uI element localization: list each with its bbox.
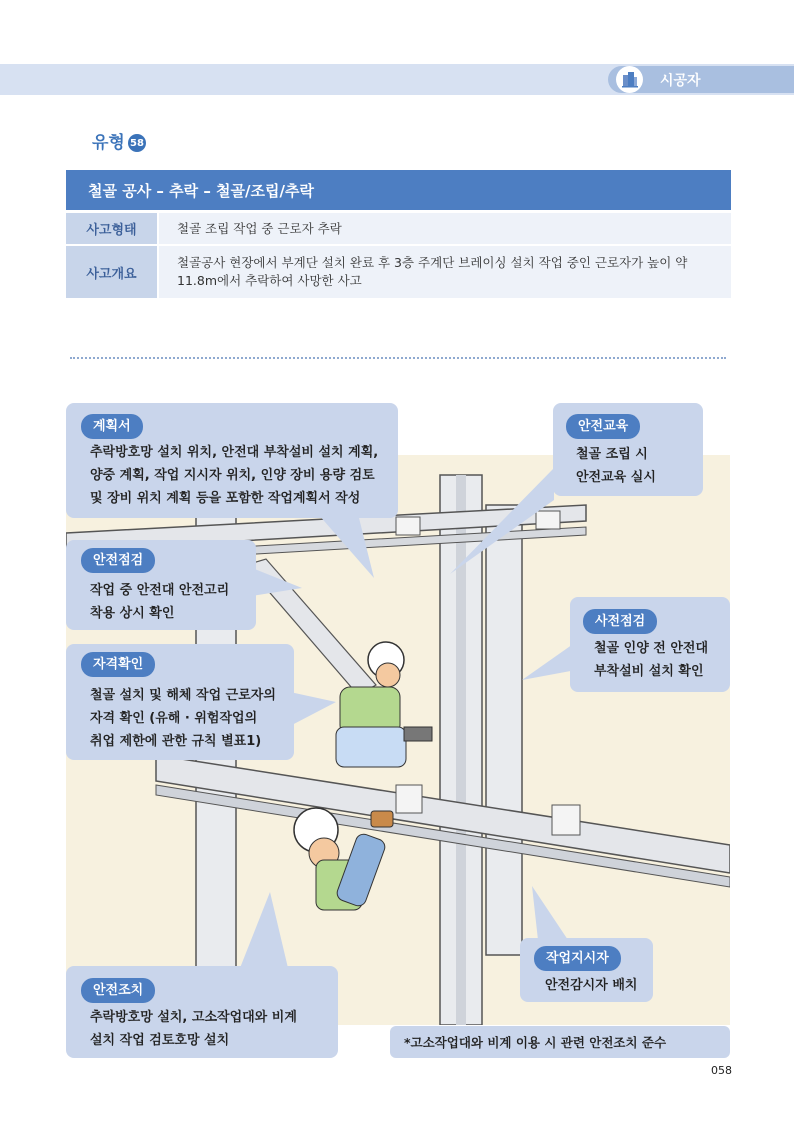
info-row-type (66, 213, 731, 244)
callout-measure-line: 설치 작업 검토호망 설치 (90, 1033, 230, 1048)
callout-preinspect-tail (520, 640, 580, 690)
info-key: 사고형태 (66, 213, 157, 244)
callout-measure-tag: 안전조치 (81, 978, 155, 1003)
building-icon (616, 66, 643, 93)
footnote: *고소작업대와 비계 이용 시 관련 안전조치 준수 (404, 1035, 667, 1050)
info-value: 철골 조립 작업 중 근로자 추락 (159, 213, 731, 244)
callout-supervisor-tag: 작업지시자 (534, 946, 621, 971)
callout-plan-tail (318, 514, 378, 584)
callout-preinspect-line: 부착설비 설치 확인 (594, 664, 704, 679)
callout-supervisor-tail (528, 884, 568, 944)
callout-edu-tail (446, 466, 556, 576)
info-row-summary (66, 246, 731, 298)
callout-preinspect-line: 철골 인양 전 안전대 (594, 641, 709, 656)
callout-inspect-line: 착용 상시 확인 (90, 606, 175, 621)
type-title: 유형 (92, 133, 125, 153)
callout-preinspect-tag: 사전점검 (583, 609, 657, 634)
info-value: 철골공사 현장에서 부계단 설치 완료 후 3층 주계단 브레이싱 설치 작업 중인 근로자가 높이 약 11.8m에서 추락하여 사망한 사고 (159, 246, 731, 298)
callout-qual-tail (290, 690, 350, 730)
callout-edu-tag: 안전교육 (566, 414, 640, 439)
info-key: 사고개요 (66, 246, 157, 298)
callout-qual-line: 자격 확인 (유해 · 위험작업의 (90, 711, 258, 726)
callout-qual-tag: 자격확인 (81, 652, 155, 677)
callout-measure-tail (210, 890, 290, 970)
callout-plan-tag: 계획서 (81, 414, 143, 439)
footnote-box (390, 1026, 730, 1058)
callout-qual-line: 취업 제한에 관한 규칙 별표1) (90, 734, 262, 749)
callout-inspect-tail (252, 566, 312, 606)
callout-qual-line: 철골 설치 및 해체 작업 근로자의 (90, 688, 276, 703)
callout-inspect-line: 작업 중 안전대 안전고리 (90, 583, 230, 598)
callout-plan-line: 양중 계획, 작업 지시자 위치, 인양 장비 용량 검토 (90, 468, 375, 483)
callout-supervisor-line: 안전감시자 배치 (545, 978, 638, 993)
callout-measure-line: 추락방호망 설치, 고소작업대와 비계 (90, 1010, 297, 1025)
accident-title: 철골 공사 – 추락 – 철골/조립/추락 (88, 181, 314, 200)
type-number-badge: 58 (128, 134, 146, 152)
callout-edu-line: 안전교육 실시 (576, 470, 656, 485)
dotted-divider (70, 357, 726, 359)
callout-plan-line: 추락방호망 설치 위치, 안전대 부착설비 설치 계획, (90, 445, 379, 460)
accident-title-bar (66, 170, 731, 210)
callout-plan-line: 및 장비 위치 계획 등을 포함한 작업계획서 작성 (90, 491, 361, 506)
callout-edu-line: 철골 조립 시 (576, 447, 648, 462)
callout-inspect-tag: 안전점검 (81, 548, 155, 573)
page-number: 058 (711, 1064, 732, 1077)
role-label: 시공자 (660, 73, 701, 89)
